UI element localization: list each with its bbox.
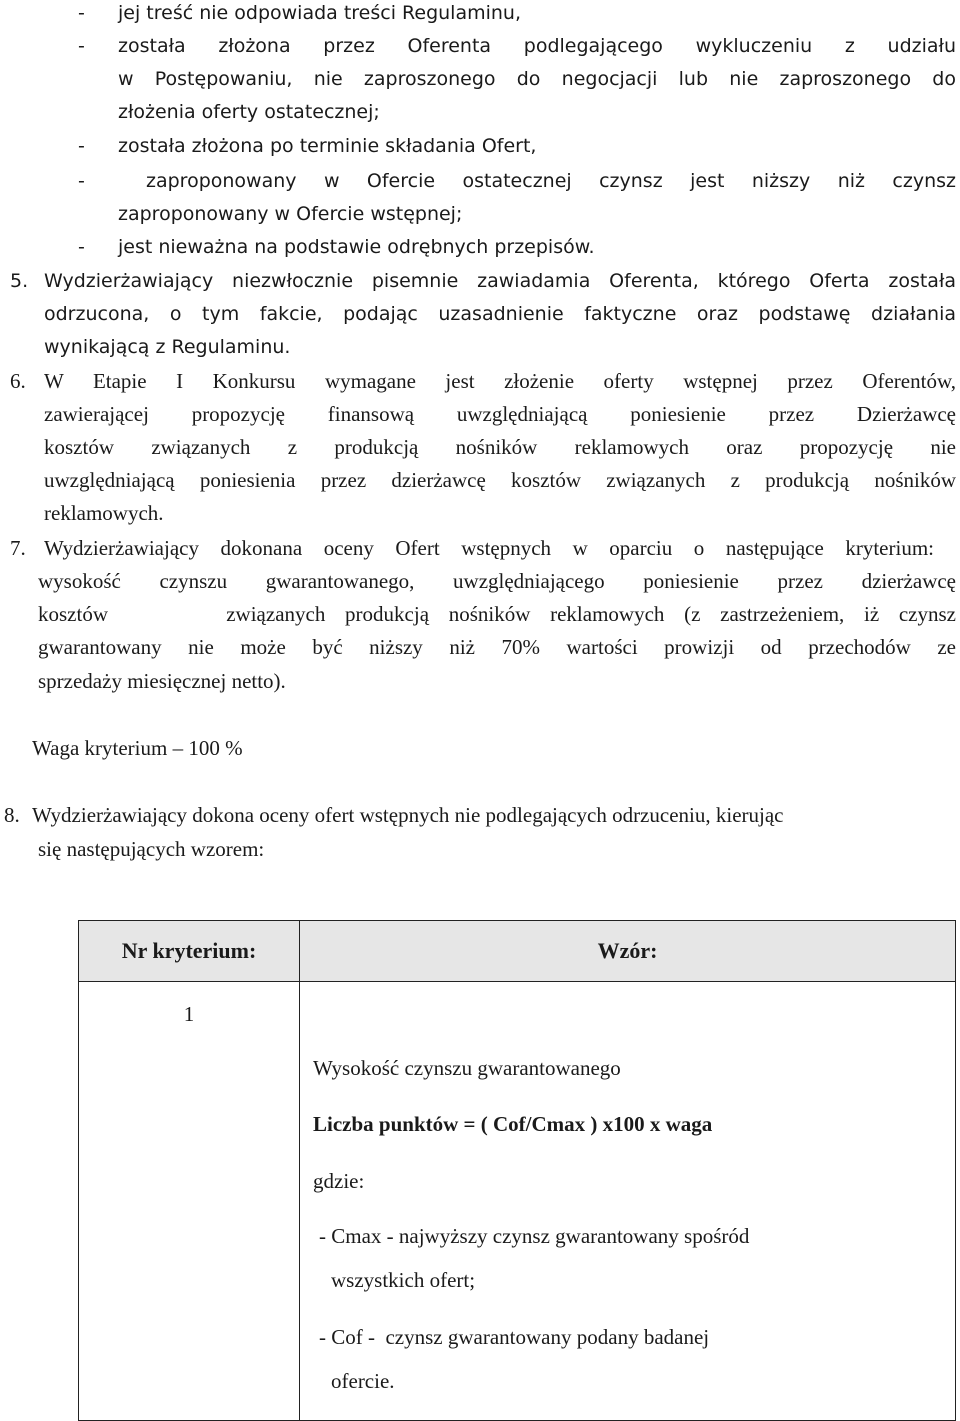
paragraph-line: sprzedaży miesięcznej netto). [38,669,286,693]
paragraph-number: 6. [10,369,26,393]
paragraph-line: zawierającej propozycję finansową uwzględniającą poniesienie przez Dzierżawcę [44,402,956,426]
paragraph-line: uwzględniającą poniesienia przez dzierżawcę kosztów związanych z produkcją nośników [44,468,956,492]
bullet-dash: - [78,236,85,258]
bullet-item: została złożona po terminie składania Ofert, [118,135,537,157]
paragraph-line: się następujących wzorem: [38,837,265,861]
criteria-table [78,920,956,1421]
header-wzor: Wzór: [300,921,956,982]
formula-cmax-def: - Cmax - najwyższy czynsz gwarantowany spośród [319,1224,750,1248]
bullet-item-cont: w Postępowaniu, nie zaproszonego do negocjacji lub nie zaproszonego do [118,68,956,90]
paragraph-line: wynikającą z Regulaminu. [44,336,291,358]
paragraph-line: reklamowych. [44,501,164,525]
formula-cof-def-cont: ofercie. [331,1369,395,1393]
formula-title: Wysokość czynszu gwarantowanego [313,1056,621,1080]
bullet-item-cont: złożenia oferty ostatecznej; [118,101,380,123]
bullet-dash: - [78,170,85,192]
paragraph-number: 5. [10,270,29,292]
paragraph-line: gwarantowany nie może być niższy niż 70% wartości prowizji od przechodów ze [38,635,956,659]
bullet-item: zaproponowany w Ofercie ostatecznej czynsz jest niższy niż czynsz [146,170,956,192]
bullet-item: została złożona przez Oferenta podlegającego wykluczeniu z udziału [118,35,956,57]
paragraph-line: Wydzierżawiający dokona oceny ofert wstępnych nie podlegających odrzuceniu, kierując [32,803,784,827]
criterion-number: 1 [183,1002,195,1026]
table-row [79,982,956,1421]
formula-cof-def: - Cof - czynsz gwarantowany podany badanej [319,1325,710,1349]
cell-criterion-number [79,982,300,1421]
paragraph-line: kosztów związanych z produkcją nośników reklamowych oraz propozycję nie [44,435,956,459]
paragraph-line: wysokość czynszu gwarantowanego, uwzględniającego poniesienie przez dzierżawcę [38,569,956,593]
paragraph-number: 7. [10,536,26,560]
bullet-item-cont: zaproponowany w Ofercie wstępnej; [118,203,463,225]
paragraph-line: Wydzierżawiający dokonana oceny Ofert wstępnych w oparciu o następujące kryterium: [44,536,934,560]
paragraph-line: odrzucona, o tym fakcie, podając uzasadnienie faktyczne oraz podstawę działania [44,303,956,325]
paragraph-line: Wydzierżawiający niezwłocznie pisemnie zawiadamia Oferenta, którego Oferta została [44,270,956,292]
bullet-dash: - [78,35,85,57]
formula-where-label: gdzie: [313,1169,365,1193]
header-nr-kryterium: Nr kryterium: [79,921,300,982]
paragraph-line: W Etapie I Konkursu wymagane jest złożenie oferty wstępnej przez Oferentów, [44,369,956,393]
criterion-weight: Waga kryterium – 100 % [32,736,243,760]
bullet-dash: - [78,2,85,24]
formula-cmax-def-cont: wszystkich ofert; [331,1268,476,1292]
cell-formula [300,982,956,1421]
bullet-item: jej treść nie odpowiada treści Regulaminu, [118,2,521,24]
bullet-dash: - [78,135,85,157]
table-header-row [79,921,956,982]
paragraph-number: 8. [4,803,20,827]
formula-expression: Liczba punktów = ( Cof/Cmax ) x100 x waga [313,1112,713,1136]
bullet-item: jest nieważna na podstawie odrębnych przepisów. [118,236,595,258]
paragraph-line: kosztów związanych produkcją nośników reklamowych (z zastrzeżeniem, iż czynsz [38,602,956,626]
